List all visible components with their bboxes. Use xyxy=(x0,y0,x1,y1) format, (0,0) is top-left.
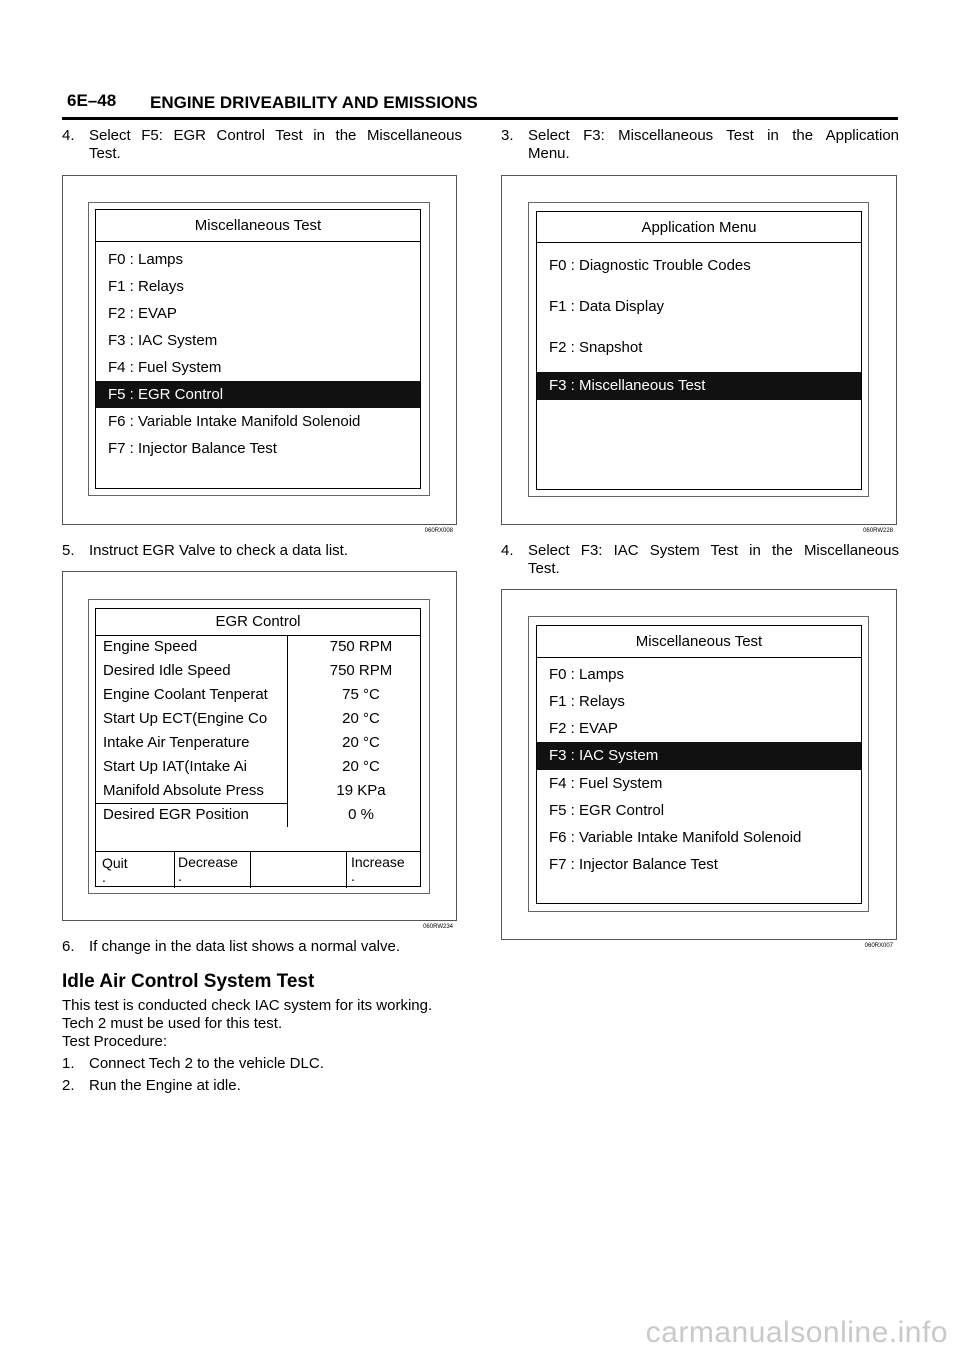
step-text: If change in the data list shows a normal valve. xyxy=(89,938,401,955)
right-step-3 xyxy=(501,127,899,165)
scan-tool-screen xyxy=(88,599,430,894)
menu-item-f2[interactable]: F2 : Snapshot xyxy=(549,339,643,356)
menu-item-f2[interactable]: F2 : EVAP xyxy=(549,720,618,737)
menu-screen xyxy=(536,625,862,904)
screen-title: Application Menu xyxy=(537,212,861,243)
scan-tool-screen xyxy=(88,202,430,496)
step-number: 4. xyxy=(62,127,75,144)
softkey-dot: . xyxy=(178,868,182,884)
step-number: 6. xyxy=(62,938,75,955)
figure-code: 060RW234 xyxy=(423,924,453,930)
menu-item-f4[interactable]: F4 : Fuel System xyxy=(549,775,663,792)
data-label: Desired EGR Position xyxy=(103,806,249,823)
screen-title: EGR Control xyxy=(96,609,420,636)
data-row[interactable] xyxy=(96,803,420,827)
data-row[interactable] xyxy=(96,779,420,803)
data-label: Start Up IAT(Intake Ai xyxy=(103,758,247,775)
screen-title: Miscellaneous Test xyxy=(537,626,861,658)
intro-line: Tech 2 must be used for this test. xyxy=(62,1015,283,1032)
softkey-label: Quit xyxy=(102,855,128,871)
increase-softkey[interactable] xyxy=(346,852,423,888)
data-value: 20 °C xyxy=(342,710,380,727)
page-number: 6E–48 xyxy=(67,91,117,110)
data-value: 0 % xyxy=(348,806,374,823)
step-number: 1. xyxy=(62,1055,75,1072)
data-label: Engine Coolant Tenperat xyxy=(103,686,268,703)
section-intro xyxy=(62,997,462,1051)
figure-code: 060RX007 xyxy=(864,943,893,949)
menu-item-f1[interactable]: F1 : Data Display xyxy=(549,298,665,315)
data-row[interactable] xyxy=(96,635,420,659)
step-text-line2: Test. xyxy=(528,560,560,577)
figure-code: 060RW228 xyxy=(863,528,893,534)
step-text-line1: Select F3: Miscellaneous Test in the Application xyxy=(528,127,899,144)
data-label: Intake Air Tenperature xyxy=(103,734,250,751)
figure-application-menu xyxy=(501,175,897,534)
data-row[interactable] xyxy=(96,707,420,731)
figure-misc-test-egr xyxy=(62,175,457,534)
softkey-dot: . xyxy=(102,869,106,885)
step-text: Instruct EGR Valve to check a data list. xyxy=(89,542,348,559)
step-number: 5. xyxy=(62,542,75,559)
menu-item-f6[interactable]: F6 : Variable Intake Manifold Solenoid xyxy=(108,413,361,430)
header-rule xyxy=(62,117,898,120)
data-label: Desired Idle Speed xyxy=(103,662,231,679)
watermark: carmanualsonline.info xyxy=(645,1316,948,1349)
menu-item-f7[interactable]: F7 : Injector Balance Test xyxy=(108,440,277,457)
right-step-4 xyxy=(501,542,899,580)
data-row[interactable] xyxy=(96,659,420,683)
data-value: 20 °C xyxy=(342,734,380,751)
intro-line: This test is conducted check IAC system for its working. xyxy=(62,997,433,1014)
left-step-6 xyxy=(62,938,462,958)
scan-tool-screen xyxy=(528,616,869,912)
menu-item-f3-selected[interactable]: F3 : Miscellaneous Test xyxy=(537,372,861,400)
menu-item-f3-selected[interactable]: F3 : IAC System xyxy=(537,742,861,770)
step-text: Connect Tech 2 to the vehicle DLC. xyxy=(89,1055,324,1072)
page-title: ENGINE DRIVEABILITY AND EMISSIONS xyxy=(150,93,478,112)
softkey-label: Decrease xyxy=(178,854,238,870)
data-value: 750 RPM xyxy=(329,662,393,679)
intro-line: Test Procedure: xyxy=(62,1033,168,1050)
left-step-2 xyxy=(62,1077,462,1097)
step-text-line1: Select F3: IAC System Test in the Miscellaneous xyxy=(528,542,899,559)
left-step-4 xyxy=(62,127,462,165)
step-text-line1: Select F5: EGR Control Test in the Miscellaneous xyxy=(89,127,462,144)
figure-egr-control xyxy=(62,571,457,930)
data-list-screen xyxy=(95,608,421,887)
data-row[interactable] xyxy=(96,683,420,707)
data-value: 75 °C xyxy=(342,686,380,703)
step-number: 3. xyxy=(501,127,514,144)
section-heading: Idle Air Control System Test xyxy=(62,971,315,992)
menu-screen xyxy=(536,211,862,490)
data-value: 750 RPM xyxy=(329,638,393,655)
step-number: 4. xyxy=(501,542,514,559)
menu-item-f5-selected[interactable]: F5 : EGR Control xyxy=(96,381,420,408)
data-value: 20 °C xyxy=(342,758,380,775)
screen-title: Miscellaneous Test xyxy=(96,210,420,242)
data-label: Start Up ECT(Engine Co xyxy=(103,710,268,727)
left-step-5 xyxy=(62,542,462,562)
softkey-dot: . xyxy=(351,868,355,884)
menu-item-f1[interactable]: F1 : Relays xyxy=(108,278,184,295)
menu-screen xyxy=(95,209,421,489)
scan-tool-screen xyxy=(528,202,869,497)
menu-item-f0[interactable]: F0 : Lamps xyxy=(549,666,625,683)
menu-item-f6[interactable]: F6 : Variable Intake Manifold Solenoid xyxy=(549,829,802,846)
quit-softkey[interactable] xyxy=(96,852,174,888)
menu-item-f5[interactable]: F5 : EGR Control xyxy=(549,802,665,819)
menu-item-f2[interactable]: F2 : EVAP xyxy=(108,305,177,322)
step-text: Run the Engine at idle. xyxy=(89,1077,241,1094)
step-number: 2. xyxy=(62,1077,75,1094)
step-text-line2: Menu. xyxy=(528,145,570,162)
menu-item-f4[interactable]: F4 : Fuel System xyxy=(108,359,222,376)
step-text-line2: Test. xyxy=(89,145,121,162)
figure-misc-test-iac xyxy=(501,589,897,949)
data-row[interactable] xyxy=(96,731,420,755)
menu-item-f0[interactable]: F0 : Diagnostic Trouble Codes xyxy=(549,257,751,274)
data-row[interactable] xyxy=(96,755,420,779)
softkey-label: Increase xyxy=(351,854,405,870)
data-label: Engine Speed xyxy=(103,638,198,655)
left-step-1 xyxy=(62,1055,462,1075)
decrease-softkey[interactable] xyxy=(174,852,251,888)
data-value: 19 KPa xyxy=(336,782,386,799)
menu-item-f7[interactable]: F7 : Injector Balance Test xyxy=(549,856,718,873)
data-label: Manifold Absolute Press xyxy=(103,782,264,799)
menu-item-f3[interactable]: F3 : IAC System xyxy=(108,332,218,349)
data-list-table xyxy=(96,635,420,827)
menu-item-f0[interactable]: F0 : Lamps xyxy=(108,251,184,268)
figure-code: 060RX008 xyxy=(424,528,453,534)
menu-item-f1[interactable]: F1 : Relays xyxy=(549,693,625,710)
